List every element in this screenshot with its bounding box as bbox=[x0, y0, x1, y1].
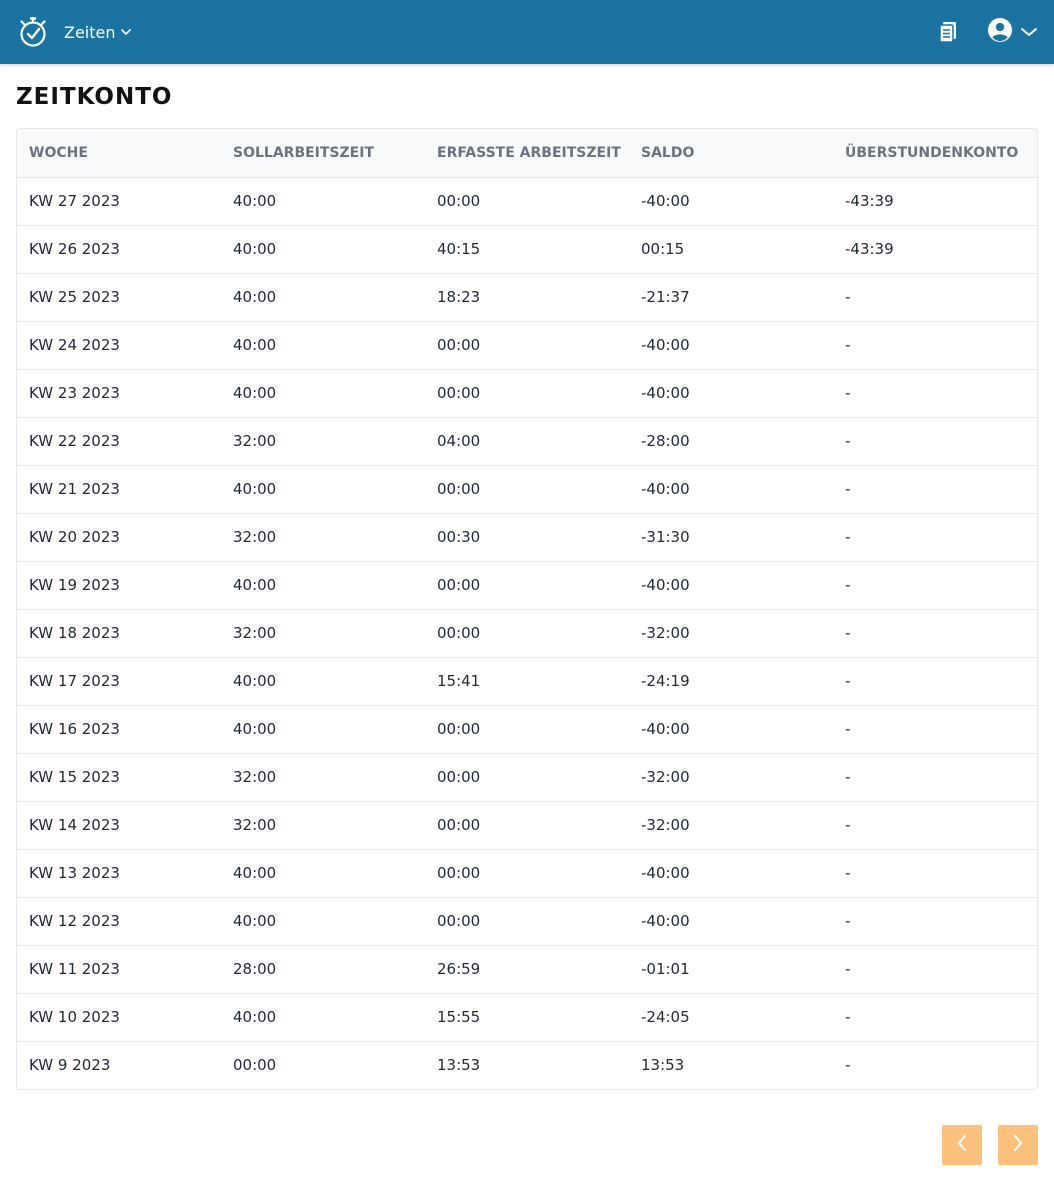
overtime-account-cell: - bbox=[833, 993, 1037, 1041]
week-cell: KW 15 2023 bbox=[17, 753, 221, 801]
target-time-cell: 40:00 bbox=[221, 321, 425, 369]
table-row bbox=[17, 321, 1037, 369]
recorded-time-cell: 00:00 bbox=[425, 321, 629, 369]
target-time-cell: 28:00 bbox=[221, 945, 425, 993]
table-row bbox=[17, 369, 1037, 417]
overtime-account-cell: - bbox=[833, 513, 1037, 561]
overtime-account-cell: -43:39 bbox=[833, 225, 1037, 273]
stopwatch-logo-icon[interactable] bbox=[18, 16, 48, 48]
week-cell: KW 18 2023 bbox=[17, 609, 221, 657]
overtime-account-cell: - bbox=[833, 321, 1037, 369]
page-title: ZEITKONTO bbox=[16, 84, 173, 110]
overtime-account-cell: - bbox=[833, 945, 1037, 993]
table-row bbox=[17, 609, 1037, 657]
week-cell: KW 14 2023 bbox=[17, 801, 221, 849]
target-time-cell: 00:00 bbox=[233, 1056, 277, 1075]
target-time-cell: 40:00 bbox=[221, 849, 425, 897]
recorded-time-cell: 00:00 bbox=[425, 561, 629, 609]
target-time-cell: 40:00 bbox=[221, 897, 425, 945]
overtime-account-cell: - bbox=[833, 465, 1037, 513]
target-time-cell: 40:00 bbox=[221, 273, 425, 321]
balance-cell: 00:15 bbox=[629, 225, 833, 273]
recorded-time-cell: 18:23 bbox=[425, 273, 629, 321]
target-time-cell: 40:00 bbox=[221, 465, 425, 513]
overtime-account-cell: - bbox=[833, 897, 1037, 945]
balance-cell: -40:00 bbox=[629, 177, 833, 225]
week-cell: KW 23 2023 bbox=[17, 369, 221, 417]
previous-page-button[interactable] bbox=[942, 1125, 982, 1165]
table-row bbox=[17, 993, 1037, 1041]
week-cell: KW 27 2023 bbox=[17, 177, 221, 225]
column-header: ÜBERSTUNDENKONTO bbox=[833, 129, 1037, 177]
column-header: SOLLARBEITSZEIT bbox=[221, 129, 425, 177]
balance-cell: 13:53 bbox=[641, 1056, 685, 1075]
table-row bbox=[17, 417, 1037, 465]
clipboard-icon[interactable] bbox=[936, 20, 960, 44]
target-time-cell: 32:00 bbox=[221, 753, 425, 801]
balance-cell: -24:05 bbox=[629, 993, 833, 1041]
balance-cell: -40:00 bbox=[629, 849, 833, 897]
recorded-time-cell: 00:00 bbox=[425, 465, 629, 513]
recorded-time-cell: 00:00 bbox=[425, 849, 629, 897]
column-header: ERFASSTE ARBEITSZEIT bbox=[425, 129, 629, 177]
balance-cell: -28:00 bbox=[629, 417, 833, 465]
target-time-cell: 40:00 bbox=[221, 993, 425, 1041]
overtime-account-cell: - bbox=[845, 1056, 851, 1075]
chevron-right-icon bbox=[1011, 1133, 1025, 1157]
pagination bbox=[942, 1125, 1038, 1165]
balance-cell: -32:00 bbox=[629, 609, 833, 657]
overtime-account-cell: - bbox=[833, 705, 1037, 753]
week-cell: KW 24 2023 bbox=[17, 321, 221, 369]
week-cell: KW 10 2023 bbox=[17, 993, 221, 1041]
week-cell: KW 13 2023 bbox=[17, 849, 221, 897]
week-cell: KW 9 2023 bbox=[29, 1056, 111, 1075]
target-time-cell: 40:00 bbox=[221, 369, 425, 417]
zeitkonto-table-container bbox=[16, 128, 1038, 1090]
target-time-cell: 40:00 bbox=[221, 561, 425, 609]
recorded-time-cell: 13:53 bbox=[437, 1056, 481, 1075]
overtime-account-cell: - bbox=[833, 801, 1037, 849]
recorded-time-cell: 00:30 bbox=[425, 513, 629, 561]
balance-cell: -24:19 bbox=[629, 657, 833, 705]
overtime-account-cell: - bbox=[833, 273, 1037, 321]
recorded-time-cell: 00:00 bbox=[425, 897, 629, 945]
recorded-time-cell: 15:55 bbox=[425, 993, 629, 1041]
user-menu[interactable] bbox=[988, 18, 1038, 46]
balance-cell: -40:00 bbox=[629, 705, 833, 753]
balance-cell: -32:00 bbox=[629, 753, 833, 801]
target-time-cell: 32:00 bbox=[221, 801, 425, 849]
overtime-account-cell: - bbox=[833, 849, 1037, 897]
navbar-left bbox=[18, 16, 132, 48]
balance-cell: -40:00 bbox=[629, 369, 833, 417]
navbar-right bbox=[936, 18, 1038, 46]
target-time-cell: 40:00 bbox=[221, 177, 425, 225]
week-cell: KW 17 2023 bbox=[17, 657, 221, 705]
table-body bbox=[17, 177, 1037, 1089]
target-time-cell: 32:00 bbox=[221, 609, 425, 657]
table-header bbox=[17, 129, 1037, 177]
target-time-cell: 32:00 bbox=[221, 417, 425, 465]
target-time-cell: 40:00 bbox=[221, 705, 425, 753]
column-header: SALDO bbox=[629, 129, 833, 177]
week-cell: KW 12 2023 bbox=[17, 897, 221, 945]
table-row bbox=[17, 225, 1037, 273]
recorded-time-cell: 00:00 bbox=[425, 705, 629, 753]
recorded-time-cell: 00:00 bbox=[425, 801, 629, 849]
balance-cell: -40:00 bbox=[629, 465, 833, 513]
user-circle-icon bbox=[988, 18, 1012, 46]
table-row bbox=[17, 657, 1037, 705]
chevron-left-icon bbox=[955, 1133, 969, 1157]
week-cell: KW 22 2023 bbox=[17, 417, 221, 465]
week-cell: KW 25 2023 bbox=[17, 273, 221, 321]
recorded-time-cell: 26:59 bbox=[425, 945, 629, 993]
target-time-cell: 32:00 bbox=[221, 513, 425, 561]
week-cell: KW 21 2023 bbox=[17, 465, 221, 513]
target-time-cell: 40:00 bbox=[221, 657, 425, 705]
table-row bbox=[17, 177, 1037, 225]
recorded-time-cell: 00:00 bbox=[425, 369, 629, 417]
recorded-time-cell: 00:00 bbox=[425, 753, 629, 801]
balance-cell: -40:00 bbox=[629, 561, 833, 609]
top-navbar bbox=[0, 0, 1054, 64]
week-cell: KW 26 2023 bbox=[17, 225, 221, 273]
recorded-time-cell: 40:15 bbox=[425, 225, 629, 273]
nav-menu-label: Zeiten bbox=[64, 22, 116, 42]
overtime-account-cell: -43:39 bbox=[833, 177, 1037, 225]
table-row bbox=[17, 561, 1037, 609]
overtime-account-cell: - bbox=[833, 417, 1037, 465]
balance-cell: -40:00 bbox=[629, 321, 833, 369]
week-cell: KW 11 2023 bbox=[17, 945, 221, 993]
overtime-account-cell: - bbox=[833, 609, 1037, 657]
table-row bbox=[17, 897, 1037, 945]
table-row bbox=[17, 849, 1037, 897]
week-cell: KW 19 2023 bbox=[17, 561, 221, 609]
table-row bbox=[17, 513, 1037, 561]
balance-cell: -21:37 bbox=[629, 273, 833, 321]
table-row bbox=[17, 465, 1037, 513]
table-row bbox=[17, 945, 1037, 993]
target-time-cell: 40:00 bbox=[221, 225, 425, 273]
chevron-down-icon bbox=[120, 26, 132, 38]
overtime-account-cell: - bbox=[833, 369, 1037, 417]
table-row bbox=[17, 273, 1037, 321]
balance-cell: -31:30 bbox=[629, 513, 833, 561]
chevron-down-icon bbox=[1020, 26, 1038, 38]
column-header: WOCHE bbox=[17, 129, 221, 177]
table-row bbox=[17, 801, 1037, 849]
recorded-time-cell: 00:00 bbox=[425, 177, 629, 225]
table-row bbox=[17, 1041, 1037, 1089]
table-row bbox=[17, 705, 1037, 753]
balance-cell: -01:01 bbox=[629, 945, 833, 993]
week-cell: KW 16 2023 bbox=[17, 705, 221, 753]
table-header-row bbox=[17, 129, 1037, 177]
week-cell: KW 20 2023 bbox=[17, 513, 221, 561]
balance-cell: -40:00 bbox=[629, 897, 833, 945]
recorded-time-cell: 04:00 bbox=[425, 417, 629, 465]
overtime-account-cell: - bbox=[833, 657, 1037, 705]
balance-cell: -32:00 bbox=[629, 801, 833, 849]
recorded-time-cell: 00:00 bbox=[425, 609, 629, 657]
table-row bbox=[17, 753, 1037, 801]
nav-menu-zeiten[interactable] bbox=[64, 23, 132, 42]
zeitkonto-table bbox=[17, 129, 1037, 1089]
next-page-button[interactable] bbox=[998, 1125, 1038, 1165]
overtime-account-cell: - bbox=[833, 561, 1037, 609]
overtime-account-cell: - bbox=[833, 753, 1037, 801]
recorded-time-cell: 15:41 bbox=[425, 657, 629, 705]
